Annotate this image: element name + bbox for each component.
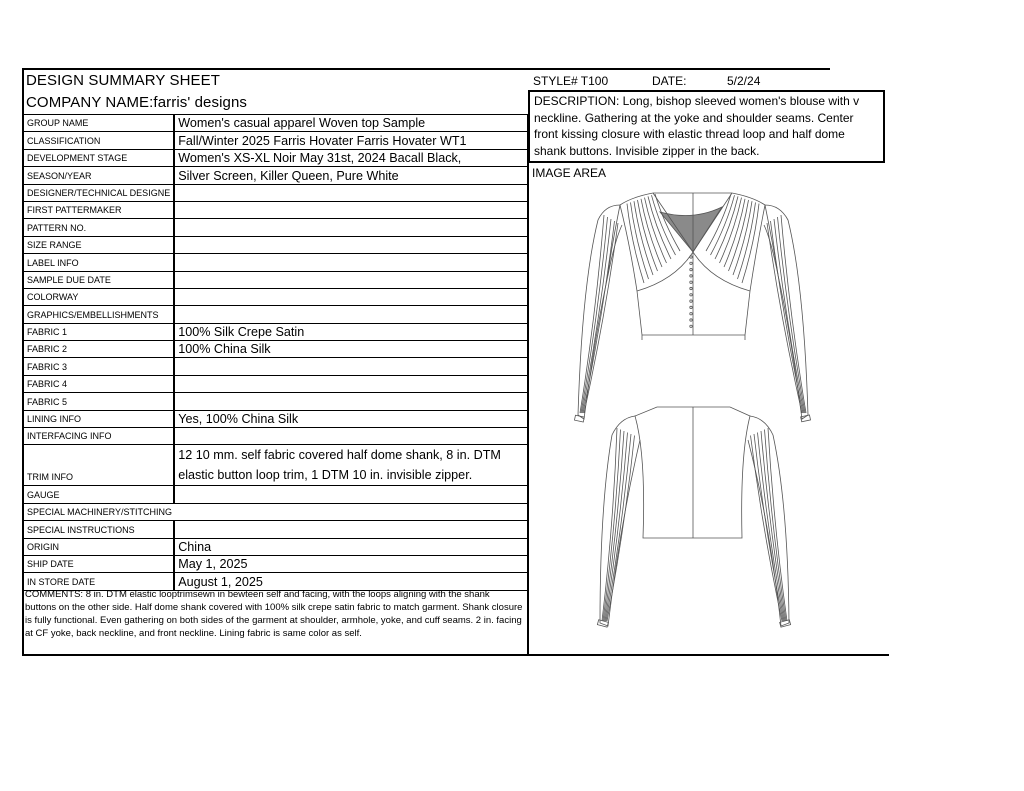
row-value[interactable]: 100% Silk Crepe Satin	[174, 323, 528, 340]
sheet-title: DESIGN SUMMARY SHEET	[26, 72, 220, 89]
row-value[interactable]	[174, 254, 528, 271]
company-name: COMPANY NAME:farris' designs	[26, 94, 247, 111]
table-row	[23, 428, 528, 445]
table-row	[23, 236, 528, 253]
row-label: LABEL INFO	[23, 254, 174, 271]
table-row	[23, 486, 528, 503]
table-row-trim	[23, 445, 528, 486]
date-label: DATE:	[652, 74, 687, 88]
shank-button	[690, 306, 692, 308]
back-right-sleeve	[748, 416, 789, 626]
row-label: IN STORE DATE	[23, 573, 174, 590]
left-border	[22, 68, 24, 116]
row-label: DESIGNER/TECHNICAL DESIGNE	[23, 184, 174, 201]
shank-button	[690, 294, 692, 296]
table-row	[23, 341, 528, 358]
row-value[interactable]: China	[174, 538, 528, 555]
row-label: PATTERN NO.	[23, 219, 174, 236]
table-row	[23, 219, 528, 236]
garment-sketch	[560, 185, 850, 645]
table-row	[23, 358, 528, 375]
bottom-border	[22, 654, 889, 656]
lining-v	[660, 207, 722, 252]
shank-button	[690, 281, 692, 283]
table-row	[23, 410, 528, 427]
row-value[interactable]: Yes, 100% China Silk	[174, 410, 528, 427]
row-label: GROUP NAME	[23, 115, 174, 132]
row-label: GRAPHICS/EMBELLISHMENTS	[23, 306, 174, 323]
row-value[interactable]	[174, 358, 528, 375]
table-row	[23, 254, 528, 271]
table-row	[23, 306, 528, 323]
row-value[interactable]	[174, 521, 528, 538]
table-row	[23, 323, 528, 340]
left-sleeve	[578, 205, 622, 419]
row-label: FABRIC 1	[23, 323, 174, 340]
shank-button	[690, 319, 692, 321]
table-row	[23, 184, 528, 201]
row-label: FABRIC 2	[23, 341, 174, 358]
table-row	[23, 393, 528, 410]
shank-button	[690, 313, 692, 315]
shank-button	[690, 268, 692, 270]
table-row	[23, 288, 528, 305]
row-value[interactable]	[174, 219, 528, 236]
table-row	[23, 375, 528, 392]
style-number: STYLE# T100	[533, 74, 609, 88]
row-label: FIRST PATTERMAKER	[23, 201, 174, 218]
row-label: DEVELOPMENT STAGE	[23, 149, 174, 166]
shank-button	[690, 262, 692, 264]
gather-line	[711, 195, 735, 255]
front-view	[574, 193, 810, 422]
shank-button	[690, 287, 692, 289]
gather-line	[627, 204, 644, 283]
table-row	[23, 201, 528, 218]
back-sleeve-gathers	[602, 428, 787, 621]
shank-button	[690, 300, 692, 302]
row-value[interactable]: 100% China Silk	[174, 341, 528, 358]
trim-label: TRIM INFO	[23, 445, 174, 486]
description-box: DESCRIPTION: Long, bishop sleeved women's blouse with v neckline. Gathering at the yoke and shoulder seams. Center front kissing closure with elastic thread loop and half dome shank buttons. Invisible zipper in the back.	[528, 90, 885, 163]
row-label: CLASSIFICATION	[23, 132, 174, 149]
row-value[interactable]	[174, 236, 528, 253]
trim-value-text: 12 10 mm. self fabric covered half dome shank, 8 in. DTM elastic button loop trim, 1 DTM 10 in. invisible zipper.	[178, 448, 501, 483]
row-label: FABRIC 3	[23, 358, 174, 375]
row-value[interactable]: Women's XS-XL Noir May 31st, 2024 Bacall Black,	[174, 149, 528, 166]
row-label: FABRIC 5	[23, 393, 174, 410]
shank-button	[690, 256, 692, 258]
row-value[interactable]	[174, 201, 528, 218]
row-value[interactable]: Fall/Winter 2025 Farris Hovater Farris Hovater WT1	[174, 132, 528, 149]
table-row	[23, 132, 528, 149]
comments: COMMENTS: 8 in. DTM elastic looptrimsewn in bewteen self and facing, with the loops aligning with the shank buttons on the other side. Half dome shank covered with 100% silk crepe satin fabric to match garment. Shank closure is fully functional. Even gathering on both sides of the garment at shoulder, armhole, yoke, and cuff seams. 2 in. facing at CF yoke, back neckline, and front neckline. Lining fabric is same color as self.	[25, 589, 523, 639]
table-row	[23, 555, 528, 572]
row-value[interactable]	[174, 271, 528, 288]
shank-button	[690, 325, 692, 327]
table-row	[23, 149, 528, 166]
row-label: LINING INFO	[23, 410, 174, 427]
comments-left-border	[22, 584, 24, 656]
row-label: SIZE RANGE	[23, 236, 174, 253]
row-label: ORIGIN	[23, 538, 174, 555]
row-label: SPECIAL INSTRUCTIONS	[23, 521, 174, 538]
special-machinery-label: SPECIAL MACHINERY/STITCHING	[23, 503, 528, 520]
row-value[interactable]: Silver Screen, Killer Queen, Pure White	[174, 167, 528, 184]
date-value: 5/2/24	[727, 74, 761, 88]
gather-line	[742, 204, 759, 283]
table-row-special-machinery	[23, 503, 528, 520]
row-value[interactable]	[174, 393, 528, 410]
row-label: SHIP DATE	[23, 555, 174, 572]
table-row	[23, 521, 528, 538]
table-row	[23, 167, 528, 184]
row-value[interactable]	[174, 288, 528, 305]
row-label: INTERFACING INFO	[23, 428, 174, 445]
back-view	[597, 407, 790, 627]
shank-buttons	[690, 256, 692, 328]
row-label: GAUGE	[23, 486, 174, 503]
row-value[interactable]	[174, 375, 528, 392]
row-label: SEASON/YEAR	[23, 167, 174, 184]
row-value[interactable]: May 1, 2025	[174, 555, 528, 572]
row-value[interactable]: August 1, 2025	[174, 573, 528, 590]
row-value[interactable]	[174, 428, 528, 445]
table-row	[23, 115, 528, 132]
row-label: FABRIC 4	[23, 375, 174, 392]
row-label: COLORWAY	[23, 288, 174, 305]
shank-button	[690, 275, 692, 277]
row-value[interactable]	[174, 486, 528, 503]
row-value[interactable]: Women's casual apparel Woven top Sample	[174, 115, 528, 132]
top-border	[22, 68, 830, 70]
row-value[interactable]	[174, 306, 528, 323]
image-area-label: IMAGE AREA	[532, 166, 607, 180]
trim-value[interactable]	[174, 445, 528, 486]
table-row	[23, 538, 528, 555]
row-label: SAMPLE DUE DATE	[23, 271, 174, 288]
table-row	[23, 271, 528, 288]
spec-table	[22, 114, 529, 591]
row-value[interactable]	[174, 184, 528, 201]
